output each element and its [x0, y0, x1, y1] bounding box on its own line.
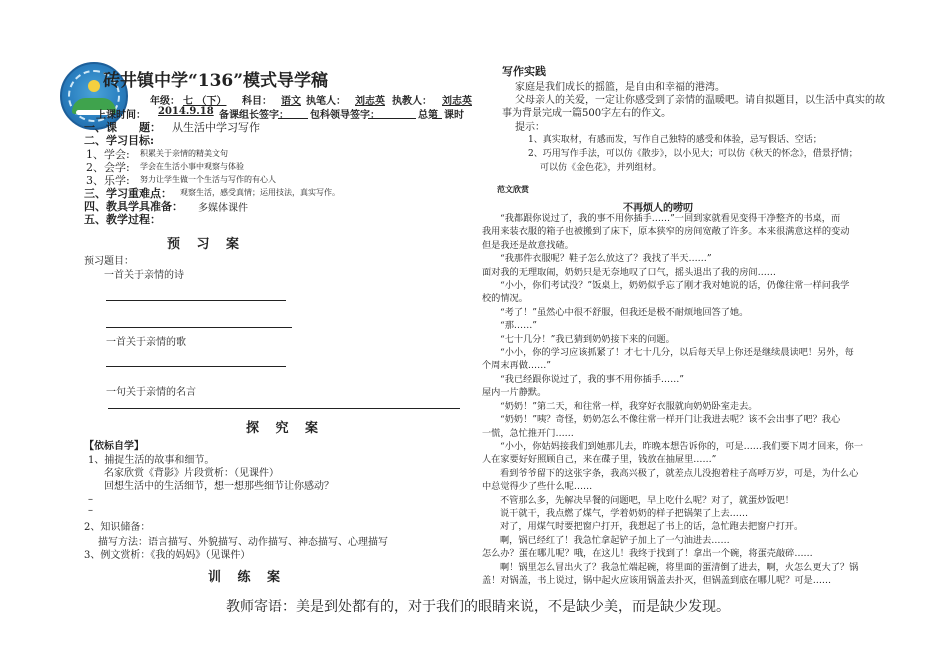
dash-mark: – [88, 505, 93, 516]
essay-line: 面对我的无理取闹，奶奶只是无奈地叹了口气，摇头退出了我的房间…… [482, 266, 776, 278]
essay-line: “奶奶！”第二天，和往常一样，我穿好衣服就向奶奶卧室走去。 [500, 400, 758, 412]
train-heading: 训 练 案 [208, 570, 287, 585]
goal-3-label: 3、乐学: [86, 174, 130, 187]
answer-line [106, 366, 286, 367]
essay-line: 我用来装衣服的箱子也被搬到了床下，原本狭窄的房间宽敞了许多。本来很满意这样的变动 [482, 226, 850, 238]
essay-line: 屋内一片静默。 [482, 387, 547, 399]
practice-line-3: 事为背景完成一篇500字左右的作文。 [502, 108, 672, 119]
essay-line: 怎么办？蛋在哪儿呢？哦，在这儿！我终于找到了！拿出一个碗，将蛋壳敲碎…… [482, 548, 813, 560]
explore-heading: 探 究 案 [246, 421, 325, 436]
essay-line: 啊！锅里怎么冒出火了？我急忙端起碗，将里面的蛋清倒了进去，啊，火怎么更大了？锅 [500, 561, 859, 573]
teacher-value: 刘志英 [442, 96, 472, 107]
essay-line: 但是我还是故意找碴。 [482, 239, 574, 251]
essay-line: “小小，你姑妈接我们到她那儿去，昨晚本想告诉你的，可是……我们要下周才回来，你一 [500, 440, 864, 452]
explore-item-1a: 名家欣赏《背影》片段赏析：（见课件） [104, 468, 279, 479]
tools-text: 多媒体课件 [198, 203, 248, 214]
essay-line: 说干就干，我点燃了煤气，学着奶奶的样子把锅架了上去…… [500, 507, 749, 519]
goal-3-text: 努力让学生做一个生活与写作的有心人 [140, 175, 276, 184]
essay-line: 校的情况。 [482, 293, 528, 305]
answer-line [108, 408, 460, 409]
essay-line: 盖！对锅盖，书上说过，锅中起火应该用锅盖去扑灭，但锅盖到底在哪儿呢？可是…… [482, 574, 832, 586]
essay-body [482, 212, 874, 587]
essay-line: 啊，锅已经红了！我急忙拿起铲子加上了一勺油进去…… [500, 534, 730, 546]
preview-item-quote: 一句关于亲情的名言 [106, 387, 196, 398]
keypoints-label: 三、学习重难点： [84, 187, 172, 200]
practice-line-1: 家庭是我们成长的摇篮，是自由和幸福的港湾。 [515, 82, 725, 93]
dash-mark: – [88, 494, 93, 505]
essay-line: 一慌，急忙推开门…… [482, 427, 574, 439]
essay-line: 对了，用煤气时要把窗户打开，我想起了书上的话，急忙跑去把窗户打开。 [500, 521, 804, 533]
practice-heading: 写作实践 [502, 65, 546, 78]
grade-label: 年级： [150, 96, 180, 107]
author-label: 执笔人： [306, 96, 346, 107]
class-time-label: 上课时间： [96, 110, 146, 121]
preview-item-poem: 一首关于亲情的诗 [104, 270, 184, 281]
essay-line: “七十几分！”我已猜到奶奶接下来的问题。 [500, 333, 675, 345]
essay-line: “我那件衣服呢？鞋子怎么放这了？我找了半天……” [500, 253, 712, 265]
tools-label: 四、教具学具准备： [84, 200, 183, 213]
explore-item-2a: 描写方法：语言描写、外貌描写、动作描写、神态描写、心理描写 [98, 537, 388, 548]
explore-item-1b: 回想生活中的生活细节，想一想那些细节让你感动？ [104, 481, 334, 492]
group-leader-sign-line [278, 118, 308, 119]
subject-label: 科目： [242, 96, 272, 107]
leader-sign-label: 包科领导签字： [310, 110, 380, 121]
essay-line: “我都跟你说过了，我的事不用你插手……”一回到家就看见变得干净整齐的书桌，而 [500, 213, 841, 224]
author-value: 刘志英 [355, 96, 385, 107]
essay-line: “小小，你们考试没？”饭桌上，奶奶似乎忘了刚才我对她说的话，仍像往常一样问我学 [500, 280, 850, 292]
practice-line-2: 父母亲人的关爱，一定让你感受到了亲情的温暖吧。请自拟题目，以生活中真实的故 [515, 95, 885, 106]
essay-line: 人在家要好好照顾自己，来在碟子里，钱放在抽屉里……” [482, 454, 717, 466]
goal-1-label: 1、学会: [86, 148, 130, 161]
essay-line: 个周末再做……” [482, 360, 552, 372]
explore-item-2: 2、知识储备： [84, 522, 151, 533]
essay-line: 看到爷爷留下的这张字条，我高兴极了，就差点儿没抱着柱子高呼万岁，可是，为什么心 [500, 467, 859, 479]
explore-item-3: 3、例文赏析：《我的妈妈》（见课件） [84, 550, 251, 561]
goals-heading: 二、学习目标: [84, 134, 155, 147]
essay-line: “小小，你的学习应该抓紧了！才七十几分，以后每天早上你还是继续晨读吧！另外，每 [500, 347, 854, 359]
explore-item-1: 1、捕捉生活的故事和细节。 [88, 455, 215, 466]
class-time-value: 2014.9.18 [158, 106, 214, 117]
hint-label: 提示： [515, 122, 545, 133]
essay-section-label: 范文欣赏 [497, 184, 529, 194]
teacher-motto: 教师寄语：美是到处都有的，对于我们的眼睛来说，不是缺少美，而是缺少发现。 [226, 599, 730, 615]
hint-3: 可以仿《金色花》，并列组材。 [540, 163, 662, 173]
goal-2-text: 学会在生活小事中观察与体验 [140, 162, 244, 171]
leader-sign-line [368, 118, 416, 119]
preview-item-song: 一首关于亲情的歌 [106, 337, 186, 348]
essay-line: 中总觉得少了些什么呢…… [482, 481, 593, 493]
essay-line: 不管那么多，先解决早餐的问题吧，早上吃什么呢？对了，就蛋炒饭吧！ [500, 494, 794, 506]
preview-title: 预习题目： [84, 256, 134, 267]
preview-heading: 预 习 案 [167, 237, 246, 252]
hint-2: 2、巧用写作手法，可以仿《散步》，以小见大；可以仿《秋天的怀念》，借景抒情； [528, 149, 858, 159]
grade-value: 七 （下） [183, 96, 227, 107]
group-leader-label: 备课组长签字： [219, 110, 289, 121]
subject-value: 语文 [281, 96, 301, 107]
essay-line: “那……” [500, 320, 537, 332]
total-line [432, 118, 442, 119]
goal-1-text: 积累关于亲情的精美文句 [140, 149, 228, 158]
topic-value: 从生活中学习写作 [172, 121, 260, 134]
page-title: 砖井镇中学“136”模式导学稿 [103, 71, 329, 91]
process-heading: 五、教学过程： [84, 213, 161, 226]
self-study-label: 【依标自学】 [84, 441, 144, 452]
answer-line [106, 300, 286, 301]
essay-line: “我已经跟你说过了，我的事不用你插手……” [500, 373, 684, 385]
essay-line: “奶奶！”咦？奇怪，奶奶怎么不像往常一样开门让我进去呢？该不会出事了吧？我心 [500, 414, 841, 426]
essay-title: 不再烦人的唠叨 [623, 203, 693, 214]
topic-label: 一、课 题： [84, 121, 161, 134]
keypoints-text: 观察生活，感受真情；运用技法，真实写作。 [180, 188, 340, 197]
answer-line [106, 327, 292, 328]
goal-2-label: 2、会学: [86, 161, 130, 174]
hint-1: 1、真实取材，有感而发，写作自己独特的感受和体验，忌写假话、空话； [528, 135, 822, 145]
essay-line: “考了！”虽然心中很不舒服，但我还是极不耐烦地回答了她。 [500, 306, 749, 318]
total-label: 总第 [418, 110, 438, 121]
total-suffix: 课时 [444, 110, 464, 121]
teacher-label: 执教人： [392, 96, 432, 107]
